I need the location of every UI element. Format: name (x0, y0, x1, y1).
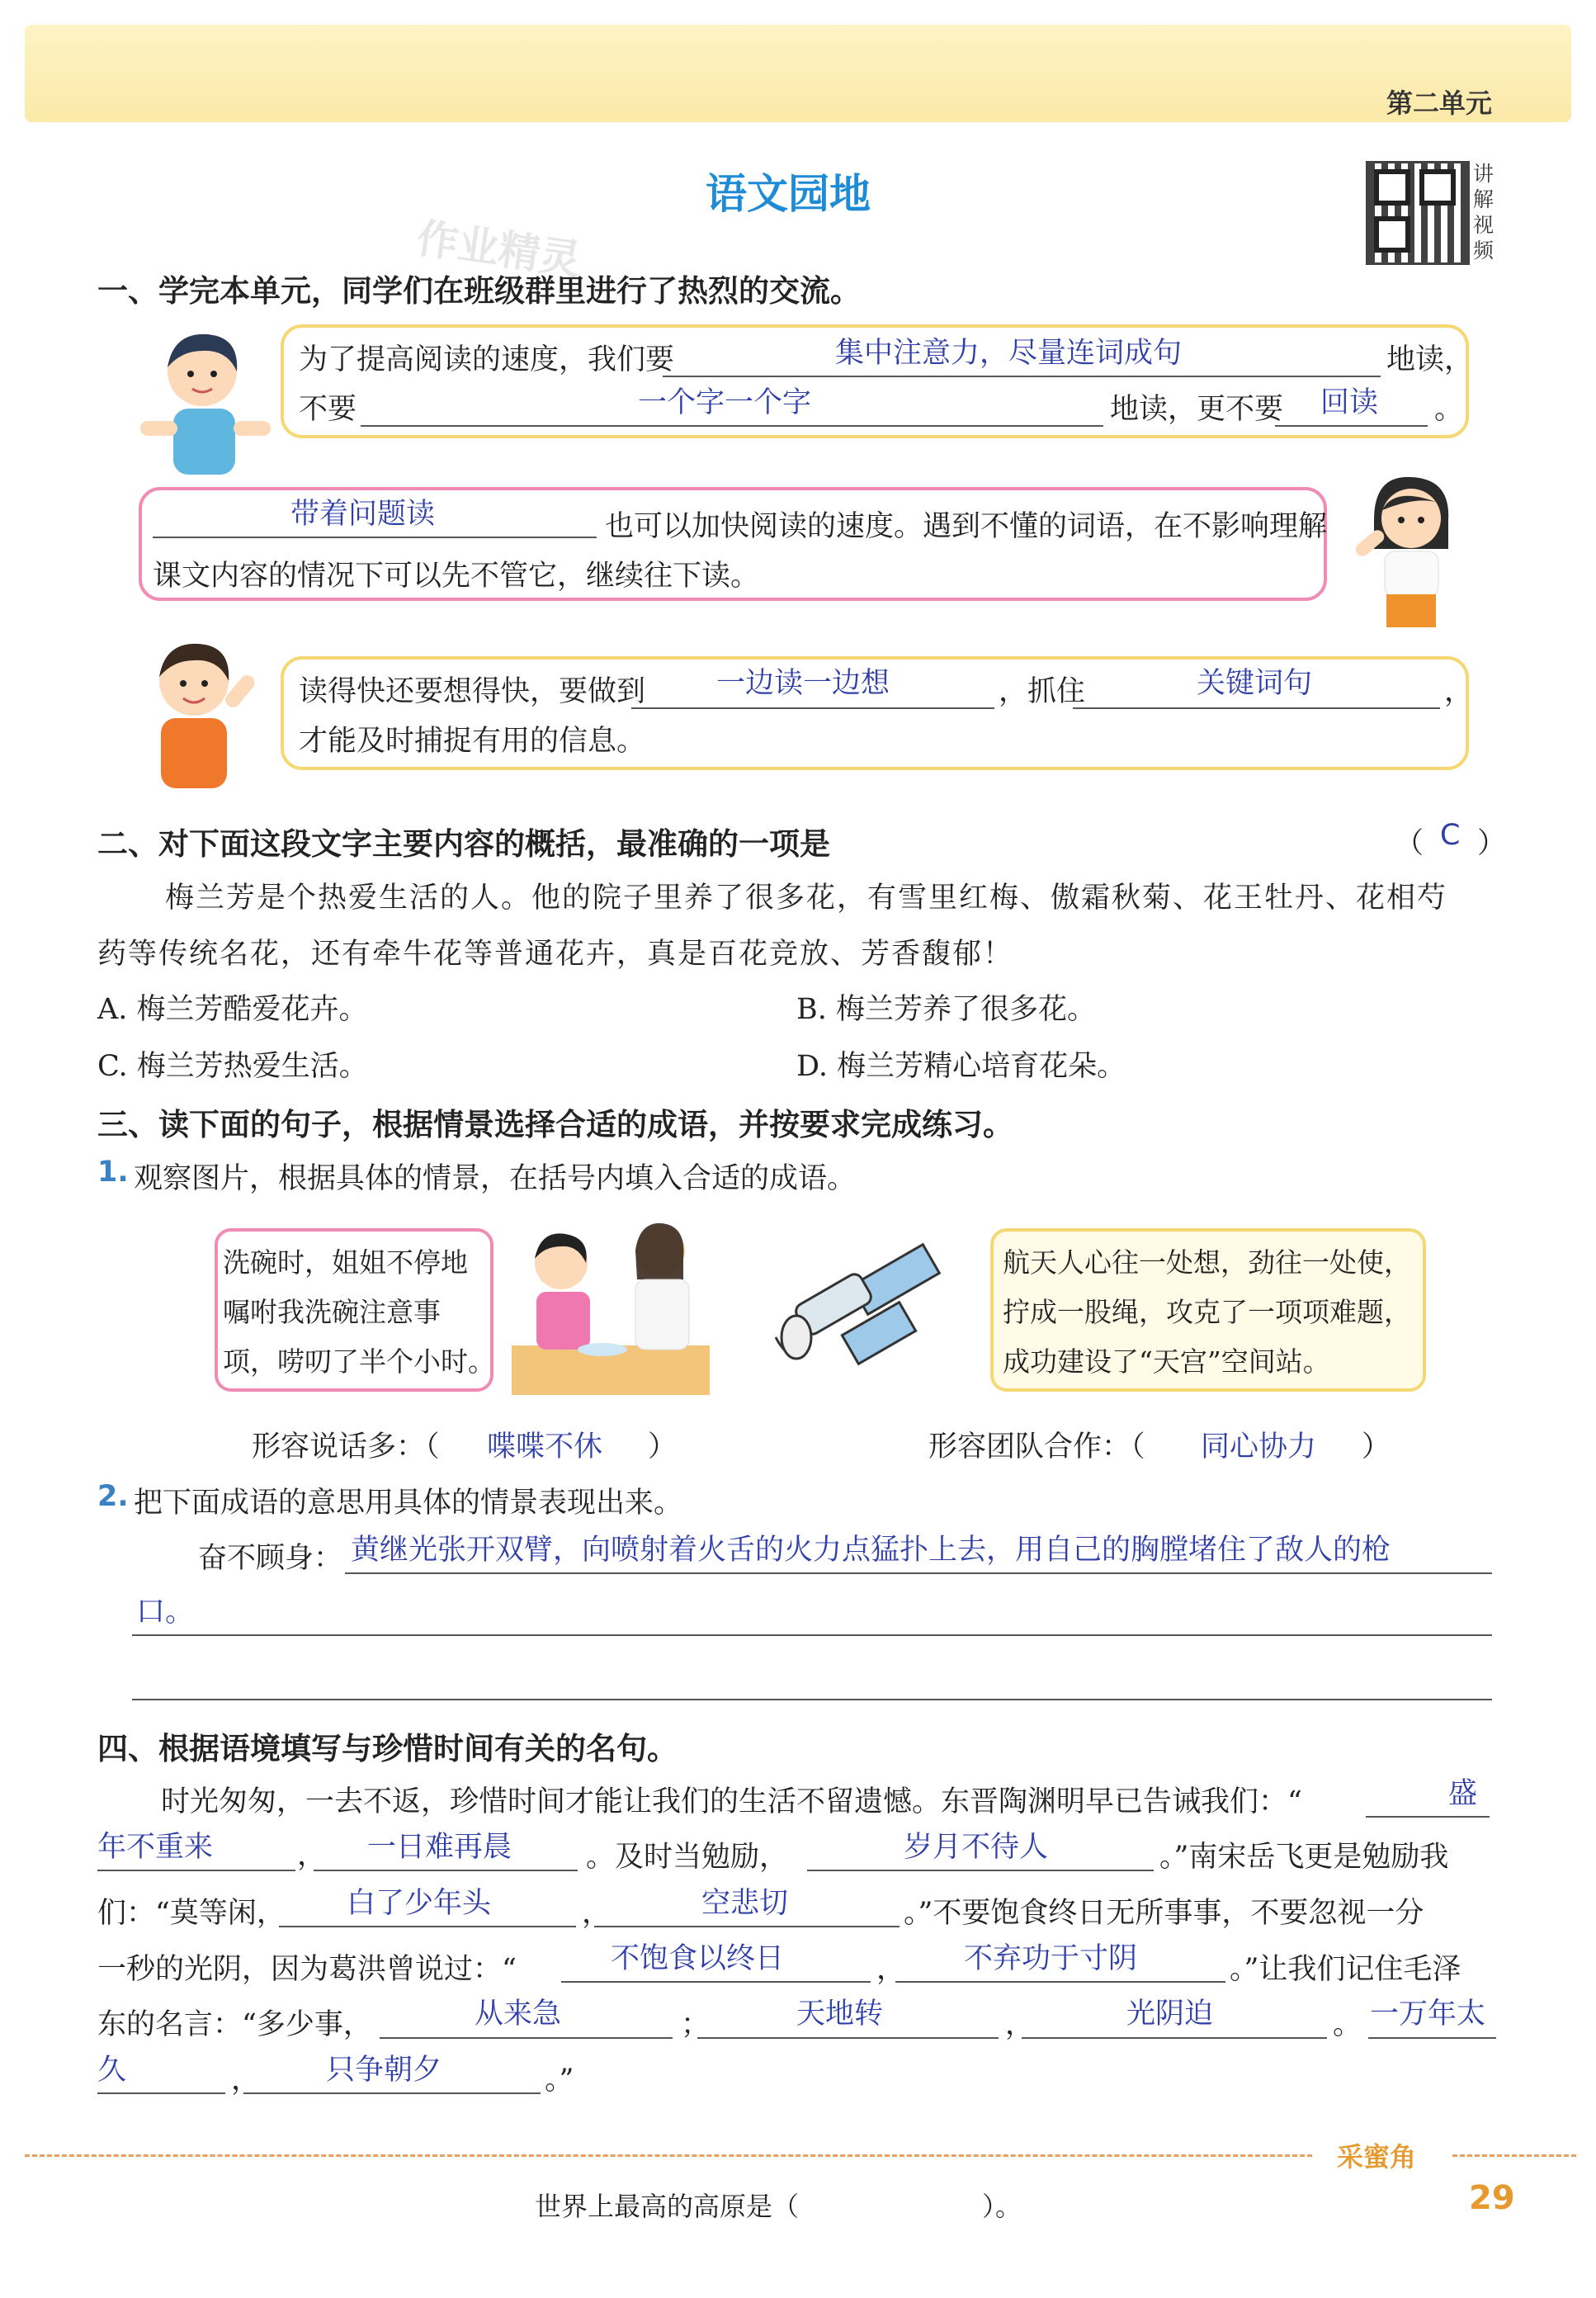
option-c: C. 梅兰芳热爱生活。 (97, 1050, 368, 1083)
section-2-title: 二、对下面这段文字主要内容的概括，最准确的一项是 (97, 826, 830, 862)
header-band (25, 25, 1571, 122)
section-4-title: 四、根据语境填写与珍惜时间有关的名句。 (97, 1731, 678, 1766)
section-3-title: 三、读下面的句子，根据情景选择合适的成语，并按要求完成练习。 (97, 1107, 1013, 1142)
qr-label: 讲解视频 (1473, 162, 1494, 262)
sisters-washing-dishes-icon (503, 1213, 718, 1403)
answer-field: 一个字一个字 (638, 386, 812, 419)
watermark: 作业精灵 (413, 214, 584, 285)
satellite-icon (763, 1238, 961, 1387)
footer-divider (25, 2154, 1312, 2157)
section-1-title: 一、学完本单元，同学们在班级群里进行了热烈的交流。 (97, 273, 861, 309)
answer-field: 回读 (1320, 386, 1379, 419)
choice-answer: C (1440, 819, 1461, 852)
boy-backpack-character-icon (132, 636, 272, 792)
page-number: 29 (1469, 2179, 1515, 2217)
answer-field: 集中注意力，尽量连词成句 (835, 337, 1183, 370)
option-a: A. 梅兰芳酷爱花卉。 (97, 993, 368, 1026)
girl-character-icon (1353, 470, 1469, 627)
page-title: 语文园地 (706, 170, 871, 218)
essay-answer-line-2: 口。 (136, 1596, 195, 1629)
essay-answer-line-1: 黄继光张开双臂，向喷射着火舌的火力点猛扑上去，用自己的胸膛堵住了敌人的枪 (351, 1534, 1391, 1567)
idiom-answer-1: 喋喋不休 (487, 1430, 603, 1463)
answer-field: 一边读一边想 (716, 667, 890, 700)
idiom-answer-2: 同心协力 (1201, 1430, 1317, 1463)
boy-character-icon (136, 326, 276, 483)
answer-field: 关键词句 (1197, 667, 1313, 700)
footer-brand: 采蜜角 (1337, 2141, 1417, 2173)
unit-label: 第二单元 (1386, 87, 1493, 119)
option-d: D. 梅兰芳精心培育花朵。 (796, 1050, 1126, 1083)
option-b: B. 梅兰芳养了很多花。 (796, 993, 1096, 1026)
answer-field: 带着问题读 (290, 498, 436, 531)
footer-quiz: 世界上最高的高原是（ (535, 2191, 800, 2222)
